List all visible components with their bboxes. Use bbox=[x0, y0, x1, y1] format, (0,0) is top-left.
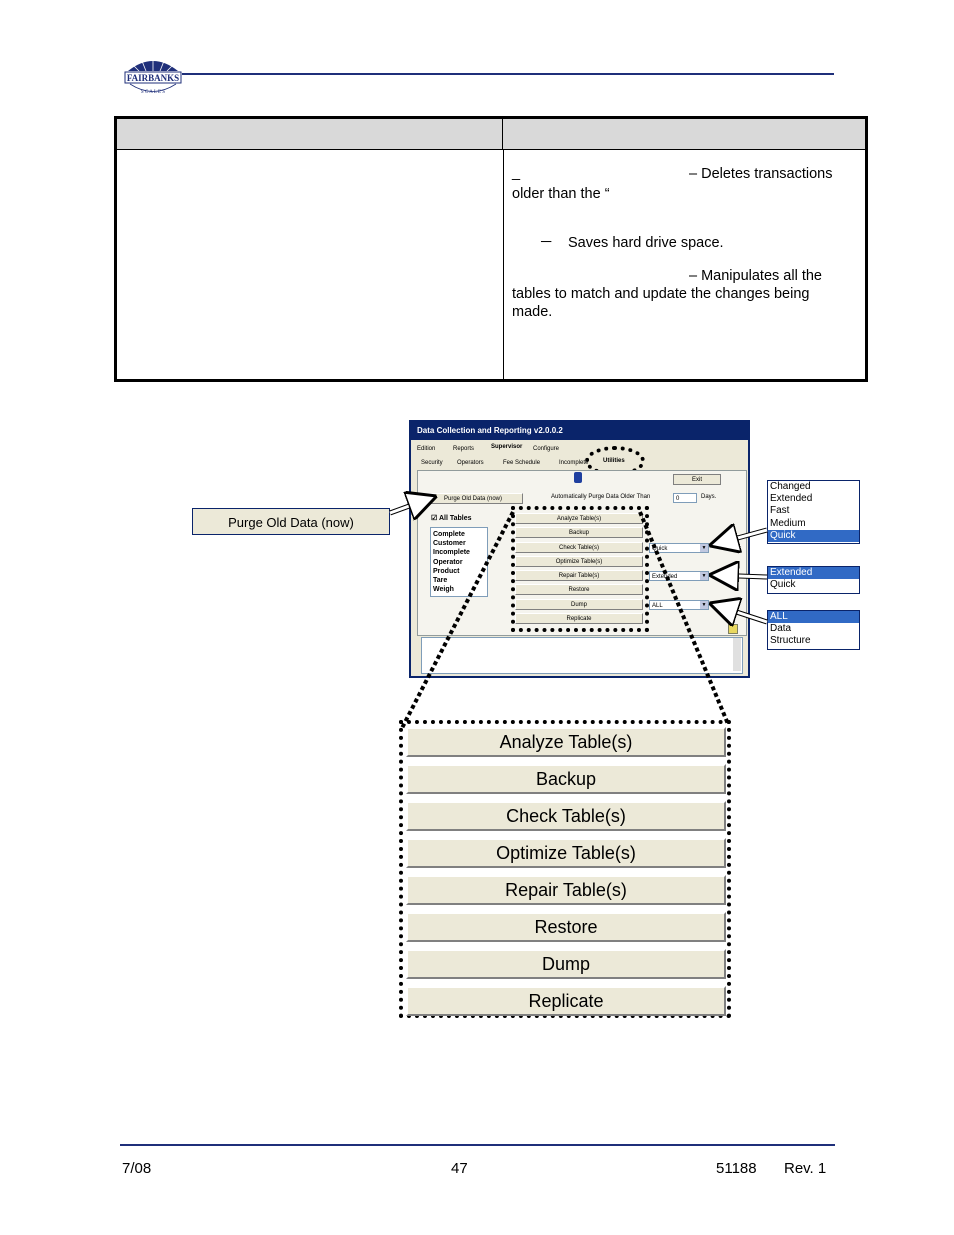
replicate-button-small[interactable]: Replicate bbox=[515, 613, 643, 624]
chevron-down-icon[interactable]: ▼ bbox=[701, 602, 707, 608]
purge-days-input[interactable]: 0 bbox=[673, 493, 697, 503]
backup-button[interactable]: Backup bbox=[406, 764, 726, 794]
list-item-selected: ALL bbox=[768, 611, 859, 623]
all-tables-label: All Tables bbox=[438, 515, 472, 522]
cell-text-6: made. bbox=[512, 304, 553, 320]
analyze-tables-button[interactable]: Analyze Table(s) bbox=[406, 727, 726, 757]
zoom-connector-left bbox=[401, 512, 513, 730]
backup-button-small[interactable]: Backup bbox=[515, 527, 643, 538]
arrow-dump bbox=[712, 604, 767, 622]
cell-text-3: Saves hard drive space. bbox=[568, 235, 724, 251]
list-item: Data bbox=[770, 623, 792, 635]
list-item[interactable]: Operator bbox=[433, 558, 463, 566]
auto-purge-label: Automatically Purge Data Older Than bbox=[551, 494, 651, 500]
list-item[interactable]: Customer bbox=[433, 540, 466, 548]
list-item: Quick bbox=[770, 579, 796, 591]
list-item-selected: Extended bbox=[768, 567, 859, 579]
logo-subtext: S C A L E S bbox=[140, 90, 166, 95]
tab-edition[interactable]: Edition bbox=[417, 446, 436, 452]
optimize-tables-button[interactable]: Optimize Table(s) bbox=[406, 838, 726, 868]
footer-doc-number: 51188 bbox=[716, 1160, 757, 1177]
cell-dash-3: ─ bbox=[541, 234, 552, 250]
exit-label: Exit bbox=[691, 477, 702, 483]
list-item-selected: Quick bbox=[768, 530, 859, 542]
list-item: Medium bbox=[770, 517, 806, 529]
checkbox-icon: ☑ bbox=[431, 515, 439, 522]
arrow-repair bbox=[712, 575, 767, 577]
analyze-tables-button-small[interactable]: Analyze Table(s) bbox=[515, 513, 643, 524]
cell-text-1: – Deletes transactions bbox=[689, 166, 833, 182]
dump-mode-value: ALL bbox=[652, 603, 663, 609]
list-item: Extended bbox=[770, 493, 813, 505]
chevron-down-icon[interactable]: ▼ bbox=[701, 545, 707, 551]
tab-fee-schedule[interactable]: Fee Schedule bbox=[503, 460, 541, 466]
list-item[interactable]: Tare bbox=[433, 577, 448, 585]
list-item[interactable]: Complete bbox=[433, 531, 465, 538]
footer-rule bbox=[120, 1144, 835, 1146]
repair-mode-value: Extended bbox=[652, 574, 678, 580]
optimize-tables-button-small[interactable]: Optimize Table(s) bbox=[515, 556, 643, 567]
repair-tables-button[interactable]: Repair Table(s) bbox=[406, 875, 726, 905]
tab-reports[interactable]: Reports bbox=[453, 446, 475, 452]
cell-text-5: tables to match and update the changes being bbox=[512, 286, 810, 302]
check-mode-value: Quick bbox=[652, 546, 668, 552]
dump-button[interactable]: Dump bbox=[406, 949, 726, 979]
list-item[interactable]: Incomplete bbox=[433, 549, 470, 557]
list-item[interactable]: Weigh bbox=[433, 586, 454, 594]
tab-security[interactable]: Security bbox=[421, 460, 443, 466]
restore-button[interactable]: Restore bbox=[406, 912, 726, 942]
list-item: Structure bbox=[770, 635, 811, 647]
tab-utilities[interactable]: Utilities bbox=[603, 458, 625, 464]
tab-supervisor[interactable]: Supervisor bbox=[491, 444, 523, 450]
purge-old-data-button[interactable]: Purge Old Data (now) bbox=[423, 493, 523, 504]
list-item: Changed bbox=[770, 481, 811, 492]
tab-configure[interactable]: Configure bbox=[533, 446, 560, 452]
cell-text-2: older than the “ bbox=[512, 186, 610, 202]
list-item: Fast bbox=[770, 505, 790, 517]
arrow-check bbox=[712, 530, 767, 545]
days-label: Days. bbox=[701, 494, 717, 500]
enlarged-button-group bbox=[399, 720, 731, 1018]
purge-old-data-callout: Purge Old Data (now) bbox=[192, 508, 390, 535]
restore-button-small[interactable]: Restore bbox=[515, 584, 643, 595]
check-tables-button-small[interactable]: Check Table(s) bbox=[515, 542, 643, 553]
arrow-purge bbox=[390, 497, 434, 513]
cell-text-4: – Manipulates all the bbox=[689, 268, 822, 284]
cell-dash-1: _ bbox=[512, 165, 521, 181]
check-tables-button[interactable]: Check Table(s) bbox=[406, 801, 726, 831]
window-title: Data Collection and Reporting v2.0.0.2 bbox=[411, 422, 748, 440]
repair-tables-button-small[interactable]: Repair Table(s) bbox=[515, 570, 643, 581]
replicate-button[interactable]: Replicate bbox=[406, 986, 726, 1016]
tab-incomplete[interactable]: Incomplete bbox=[559, 460, 589, 466]
list-item[interactable]: Product bbox=[433, 567, 460, 575]
dump-button-small[interactable]: Dump bbox=[515, 599, 643, 610]
tab-operators[interactable]: Operators bbox=[457, 460, 484, 466]
footer-page-number: 47 bbox=[451, 1160, 468, 1177]
footer-date: 7/08 bbox=[122, 1160, 152, 1177]
chevron-down-icon[interactable]: ▼ bbox=[701, 573, 707, 579]
logo-text: FAIRBANKS bbox=[126, 73, 180, 83]
footer-revision: Rev. 1 bbox=[784, 1160, 827, 1177]
